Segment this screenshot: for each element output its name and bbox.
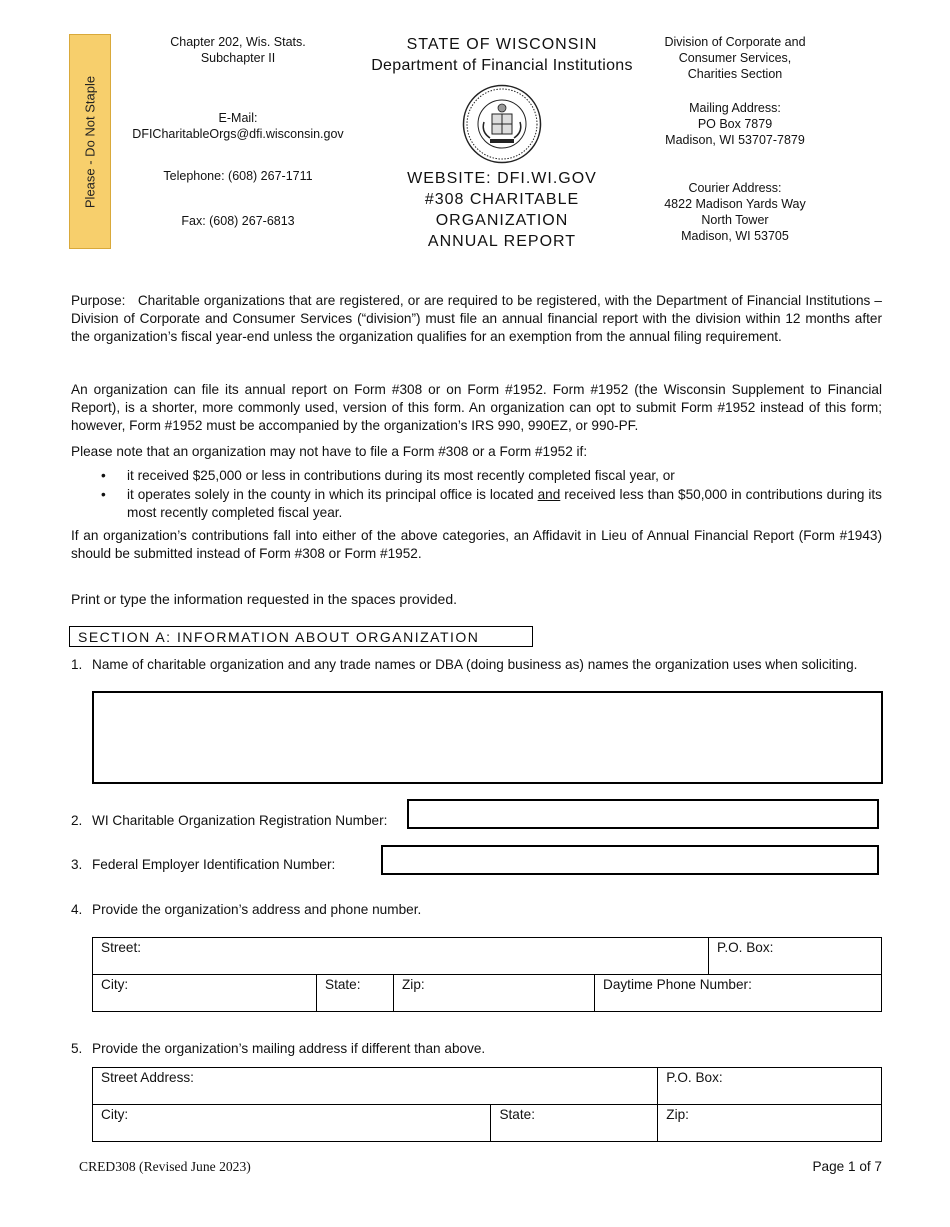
q3-label: Federal Employer Identification Number: (92, 857, 336, 872)
city-label: City: (101, 977, 129, 992)
fax-text: Fax: (608) 267-6813 (181, 214, 295, 228)
bullet-2-text-a: it operates solely in the county in which its principal office is located (127, 487, 534, 502)
form-choice-paragraph: An organization can file its annual report on Form #308 or on Form #1952. Form #1952 (the Wisconsin Supplement to Financial Report), is a shorter, more commonly used, version of this form. An organization can opt to submit Form #1952 instead of this form; however, Form #1952 must be accompanied by the organization’s IRS 990, 990EZ, or 990-PF. (71, 382, 882, 433)
website-url[interactable]: DFI.WI.GOV (497, 170, 597, 187)
q5-number: 5. (71, 1041, 83, 1056)
organization-name-field[interactable] (92, 691, 883, 784)
exemption-bullet-1 (101, 467, 882, 485)
bullet-2-text-b: received less than $50,000 in contributions during its most recently completed fiscal year. (127, 487, 882, 520)
q5-label: Provide the organization’s mailing address if different than above. (92, 1041, 486, 1056)
mailing-state-label: State: (499, 1107, 535, 1122)
courier-line3: Madison, WI 53705 (681, 229, 789, 243)
bullet-icon: • (101, 487, 106, 502)
website-label: WEBSITE: (407, 170, 492, 187)
mailing-city-field[interactable] (93, 1105, 491, 1142)
section-a-header: SECTION A: INFORMATION ABOUT ORGANIZATION (69, 626, 533, 647)
q4-number: 4. (71, 902, 83, 917)
q1-label: Name of charitable organization and any trade names or DBA (doing business as) names the organization uses when soliciting. (92, 657, 858, 672)
mailing-line1: PO Box 7879 (697, 117, 773, 131)
email-label: E-Mail: (218, 111, 258, 125)
mailing-state-field[interactable] (491, 1105, 658, 1142)
center-header (357, 34, 647, 76)
exemption-bullet-2 (101, 486, 882, 522)
right-header (640, 34, 830, 244)
purpose-paragraph (71, 292, 882, 346)
do-not-staple-text: Please - Do Not Staple (82, 75, 98, 208)
form-title-line3: ANNUAL REPORT (427, 233, 577, 250)
instruction-text: Print or type the information requested in the spaces provided. (71, 591, 457, 607)
left-header (128, 34, 348, 229)
bullet-1-text: it received $25,000 or less in contributions during its most recently completed fiscal year, or (127, 468, 675, 483)
po-box-field[interactable] (709, 938, 882, 975)
purpose-text: Charitable organizations that are registered, or are required to be registered, with the Department of Financial Institutions – Division of Corporate and Consumer Services (“division”) must file an annual financial report with the division within 12 months after the organization’s fiscal year-end unless the organization qualifies for an exemption from the annual filing requirement. (71, 293, 882, 344)
mailing-po-box-field[interactable] (658, 1068, 882, 1105)
courier-line1: 4822 Madison Yards Way (664, 197, 806, 211)
daytime-phone-label: Daytime Phone Number: (603, 977, 752, 992)
state-label: State: (325, 977, 361, 992)
state-seal-icon (462, 84, 542, 164)
zip-field[interactable] (394, 975, 595, 1012)
mailing-line2: Madison, WI 53707-7879 (665, 133, 805, 147)
mailing-city-label: City: (101, 1107, 129, 1122)
q1-number: 1. (71, 657, 83, 672)
do-not-staple-tab (69, 34, 111, 249)
mailing-po-box-label: P.O. Box: (666, 1070, 723, 1085)
chapter-text: Chapter 202, Wis. Stats. (170, 35, 306, 49)
state-field[interactable] (317, 975, 394, 1012)
bullet-icon: • (101, 468, 106, 483)
fein-field[interactable] (381, 845, 879, 875)
registration-number-field[interactable] (407, 799, 879, 829)
state-title: STATE OF WISCONSIN (406, 36, 598, 53)
organization-address-table (92, 937, 882, 1012)
mailing-street-label: Street Address: (101, 1070, 194, 1085)
mailing-zip-label: Zip: (666, 1107, 689, 1122)
courier-line2: North Tower (701, 213, 769, 227)
form-title-block (357, 168, 647, 252)
mailing-label: Mailing Address: (689, 101, 781, 115)
exemption-intro: Please note that an organization may not have to file a Form #308 or a Form #1952 if: (71, 444, 588, 459)
telephone-text: Telephone: (608) 267-1711 (163, 169, 313, 183)
mailing-address-table (92, 1067, 882, 1142)
website-line (357, 168, 647, 189)
q3-number: 3. (71, 857, 83, 872)
department-title: Department of Financial Institutions (371, 57, 633, 74)
q4-label: Provide the organization’s address and phone number. (92, 902, 422, 917)
mailing-zip-field[interactable] (658, 1105, 882, 1142)
street-label: Street: (101, 940, 142, 955)
q2-number: 2. (71, 813, 83, 828)
email-address[interactable]: DFICharitableOrgs@dfi.wisconsin.gov (132, 127, 344, 141)
page-number: Page 1 of 7 (812, 1159, 882, 1174)
bullet-2-and: and (537, 487, 561, 502)
mailing-street-field[interactable] (93, 1068, 658, 1105)
form-id-footer: CRED308 (Revised June 2023) (79, 1159, 251, 1174)
division-line1: Division of Corporate and (664, 35, 806, 49)
zip-label: Zip: (402, 977, 425, 992)
po-box-label: P.O. Box: (717, 940, 774, 955)
street-field[interactable] (93, 938, 709, 975)
division-line3: Charities Section (687, 67, 783, 81)
purpose-label: Purpose: (71, 293, 126, 308)
courier-label: Courier Address: (688, 181, 782, 195)
affidavit-paragraph: If an organization’s contributions fall into either of the above categories, an Affidavit in Lieu of Annual Financial Report (Form #1943) should be submitted instead of Form #308 or Form #1952. (71, 528, 882, 561)
subchapter-text: Subchapter II (200, 51, 276, 65)
city-field[interactable] (93, 975, 317, 1012)
q2-label: WI Charitable Organization Registration Number: (92, 813, 388, 828)
division-line2: Consumer Services, (678, 51, 792, 65)
form-title-line2: ORGANIZATION (435, 212, 569, 229)
form-title-line1: #308 CHARITABLE (424, 191, 580, 208)
daytime-phone-field[interactable] (595, 975, 882, 1012)
